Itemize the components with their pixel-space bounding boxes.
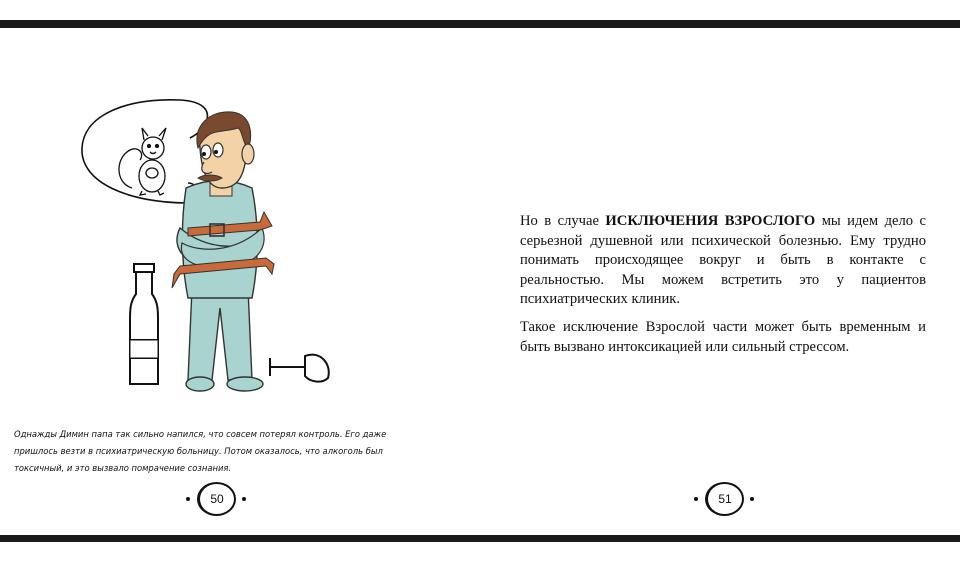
- squirrel-icon: [119, 128, 166, 195]
- paragraph-1-lead: Но в случае: [520, 213, 606, 229]
- bottom-border: [0, 535, 960, 542]
- page-number-dot: [750, 497, 754, 501]
- paragraph-1-rest: мы идем дело с серьезной душевной или психической болезнью. Ему трудно понимать происходящее вокруг и быть в контакте с реальностью. Мы можем встретить это у пациентов психиатрических клиник.: [520, 213, 926, 308]
- page-number-ring: 51: [705, 482, 744, 516]
- page-number-dot: [694, 497, 698, 501]
- man-figure: [172, 112, 274, 391]
- wine-glass-icon: [270, 355, 329, 382]
- paragraph-1: [520, 212, 926, 310]
- bottle-icon: [130, 264, 158, 384]
- paragraph-1-emphasis: ИСКЛЮЧЕНИЯ ВЗРОСЛОГО: [605, 213, 816, 229]
- right-page: [480, 28, 960, 535]
- left-page: [0, 28, 480, 535]
- body-text: [520, 212, 926, 365]
- page-number-ring: 50: [197, 482, 236, 516]
- straitjacket-illustration: [70, 88, 370, 408]
- top-border: [0, 20, 960, 28]
- paragraph-2: Такое исключение Взрослой части может быть временным и быть вызвано интоксикацией или сильный стрессом.: [520, 318, 926, 355]
- page-number-right: [688, 480, 768, 520]
- page-number-dot: [242, 497, 246, 501]
- illustration-caption: Однажды Димин папа так сильно напился, что совсем потерял контроль. Его даже пришлось везти в психиатрическую больницу. Потом оказалось, что алкоголь был токсичный, и это вызвало помрачение сознания.: [14, 429, 387, 473]
- page-number-left: [180, 480, 260, 520]
- page-number-dot: [186, 497, 190, 501]
